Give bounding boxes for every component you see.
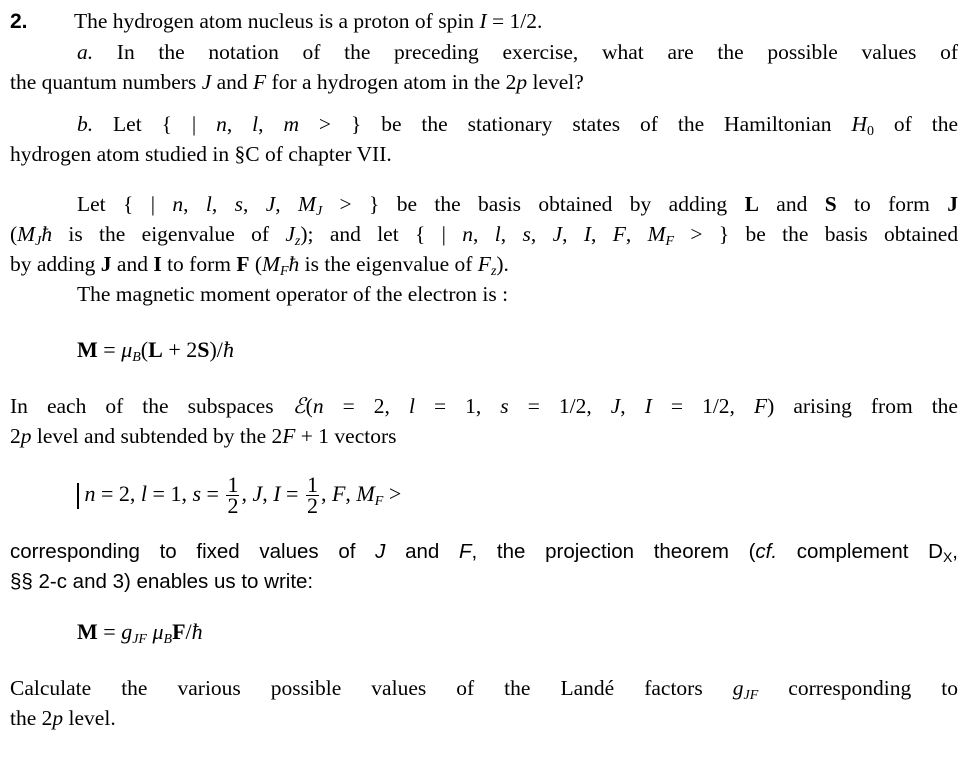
part-a-line-2: the quantum numbers J and F for a hydrogen atom in the 2p level? (10, 70, 584, 94)
subspace-line-1: In each of the subspaces ℰ(n = 2, l = 1, s = 1/2, J, I = 1/2, F) arising from the (10, 394, 958, 418)
moment-intro-line: The magnetic moment operator of the electron is : (77, 282, 509, 306)
part-b-line-2: hydrogen atom studied in §C of chapter VII. (10, 142, 392, 166)
part-b-line-1: b. Let { | n, l, m > } be the stationary states of the Hamiltonian $H_0$ of the (77, 112, 959, 139)
basis-line-2: ($M_Jħ$ is the eigenvalue of $J_z$); and let { | n, l, s, J, I, F, $M_F$ > } be the basis obtained (10, 222, 959, 249)
ket-vector: n = 2, l = 1, s = $\frac{1}{2}$ , J, I = $\frac{1}{2}$ , F, $M_F$ > (10, 463, 958, 525)
part-a-line-1: a. In the notation of the preceding exercise, what are the possible values of (77, 40, 958, 64)
formula-lande: $M = g_{JF}$ $\mu_BF/ħ$ (77, 619, 203, 647)
projection-line-2: §§ 2-c and 3) enables us to write: (10, 570, 314, 593)
final-question-line-2: the 2p level. (10, 706, 116, 730)
basis-line-1: Let { | n, l, s, J, $M_J$ > } be the basis obtained by adding L and S to form J (77, 192, 959, 219)
basis-line-3: by adding J and I to form F ($M_Fħ$ is the eigenvalue of $F_z$). (10, 252, 509, 279)
formula-magnetic-moment: $M = \mu_B(L$ + 2S)/ħ (77, 337, 234, 365)
projection-line-1: corresponding to fixed values of J and F, the projection theorem (cf. complement $D_X$, (10, 540, 958, 565)
subspace-line-2: 2p level and subtended by the 2F + 1 vectors (10, 424, 397, 448)
exercise-intro-line (10, 6, 958, 37)
exercise-intro-text: The hydrogen atom nucleus is a proton of spin I = 1/2. (74, 9, 543, 33)
exercise-number: 2. (10, 10, 28, 33)
exercise-page (10, 6, 958, 733)
final-question-line-1: Calculate the various possible values of the Landé factors $g_{JF}$ corresponding to (10, 676, 959, 703)
